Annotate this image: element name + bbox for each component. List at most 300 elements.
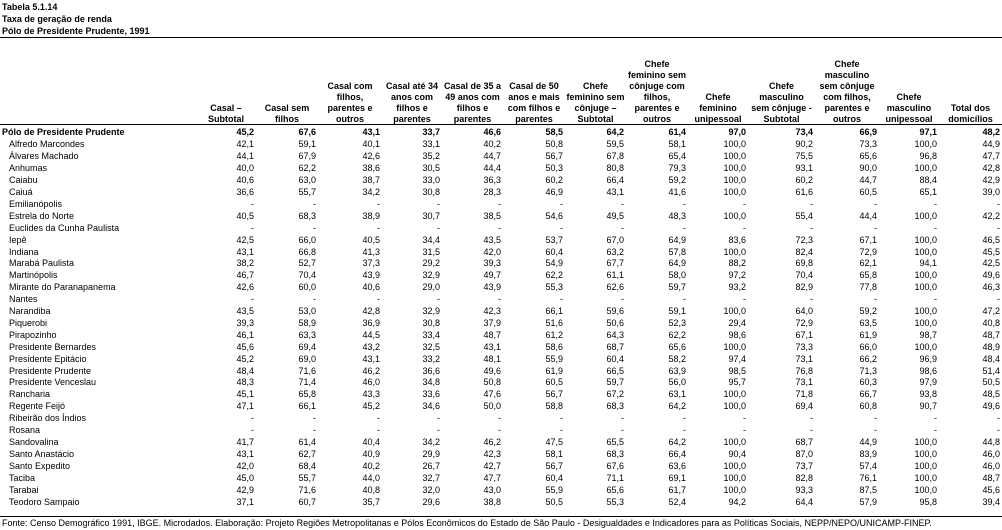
table-cell: 73,4	[795, 127, 813, 138]
table-cell: -	[810, 198, 813, 209]
table-cell: 35,2	[422, 151, 440, 162]
table-cell: -	[437, 222, 440, 233]
row-label: Alfredo Marcondes	[9, 139, 85, 150]
table-cell: 60,3	[859, 377, 877, 388]
table-cell: 47,2	[982, 306, 1000, 317]
table-cell: 40,1	[362, 139, 380, 150]
row-label: Taciba	[9, 472, 36, 483]
table-cell: 100,0	[723, 163, 746, 174]
table-cell: 93,1	[795, 163, 813, 174]
table-cell: 47,1	[236, 401, 254, 412]
table-cell: 44,7	[859, 175, 877, 186]
row-label: Marabá Paulista	[9, 258, 75, 269]
table-cell: 50,8	[483, 377, 501, 388]
table-cell: -	[997, 294, 1000, 305]
row-label: Estrela do Norte	[9, 210, 75, 221]
table-cell: 73,3	[795, 341, 813, 352]
table-cell: 68,4	[298, 460, 316, 471]
table-cell: 43,1	[362, 127, 380, 138]
header-cell-7: Chefe feminino sem cônjuge – Subtotal	[566, 81, 625, 124]
table-cell: 30,7	[422, 210, 440, 221]
table-cell: 68,3	[606, 401, 624, 412]
table-cell: 63,0	[298, 175, 316, 186]
table-cell: 29,0	[422, 282, 440, 293]
table-cell: 65,1	[919, 186, 937, 197]
table-cell: 29,4	[728, 317, 746, 328]
table-cell: 68,7	[795, 437, 813, 448]
table-cell: 67,6	[606, 460, 624, 471]
table-cell: 50,3	[545, 163, 563, 174]
table-cell: -	[810, 413, 813, 424]
table-cell: -	[997, 222, 1000, 233]
row-label: Emilianópolis	[9, 198, 63, 209]
table-cell: 39,4	[982, 496, 1000, 507]
table-cell: 60,0	[298, 282, 316, 293]
table-cell: -	[934, 425, 937, 436]
bottom-rule	[0, 516, 1002, 517]
table-cell: -	[997, 425, 1000, 436]
table-cell: 34,6	[422, 401, 440, 412]
row-label: Euclides da Cunha Paulista	[9, 222, 120, 233]
table-cell: 40,5	[362, 234, 380, 245]
table-cell: -	[683, 222, 686, 233]
table-cell: 39,3	[483, 258, 501, 269]
table-cell: 41,7	[236, 437, 254, 448]
table-cell: -	[621, 198, 624, 209]
table-cell: 71,6	[298, 365, 316, 376]
table-row	[0, 437, 1002, 449]
table-cell: 48,4	[236, 365, 254, 376]
table-cell: 50,0	[483, 401, 501, 412]
table-cell: 45,2	[362, 401, 380, 412]
table-cell: 70,4	[298, 270, 316, 281]
row-label: Caiabu	[9, 175, 38, 186]
table-row	[0, 139, 1002, 151]
table-cell: 30,5	[422, 163, 440, 174]
table-cell: 43,2	[362, 341, 380, 352]
table-cell: 41,6	[668, 186, 686, 197]
table-cell: 38,6	[362, 163, 380, 174]
table-cell: -	[874, 413, 877, 424]
table-cell: 100,0	[914, 472, 937, 483]
table-cell: 73,7	[795, 460, 813, 471]
table-cell: 71,1	[606, 472, 624, 483]
table-cell: 60,7	[298, 496, 316, 507]
row-label: Iepê	[9, 234, 27, 245]
table-cell: 94,2	[728, 496, 746, 507]
table-cell: -	[377, 294, 380, 305]
table-cell: 65,5	[606, 437, 624, 448]
table-cell: 46,1	[236, 329, 254, 340]
table-cell: 45,0	[236, 472, 254, 483]
table-cell: 69,4	[795, 401, 813, 412]
table-cell: 66,1	[298, 401, 316, 412]
table-cell: 46,3	[982, 282, 1000, 293]
table-cell: -	[437, 198, 440, 209]
table-cell: 75,5	[795, 151, 813, 162]
table-cell: 100,0	[723, 401, 746, 412]
table-cell: 51,6	[545, 317, 563, 328]
table-cell: 53,7	[545, 234, 563, 245]
table-cell: 62,2	[545, 270, 563, 281]
table-cell: 97,1	[919, 127, 937, 138]
table-cell: 100,0	[723, 460, 746, 471]
table-cell: 82,8	[795, 472, 813, 483]
table-cell: 61,9	[545, 365, 563, 376]
table-cell: 65,6	[606, 484, 624, 495]
table-cell: 48,7	[982, 329, 1000, 340]
header-cell-4: Casal até 34 anos com filhos e parentes	[385, 81, 439, 124]
table-cell: 58,8	[545, 401, 563, 412]
table-cell: 61,4	[668, 127, 686, 138]
table-cell: 100,0	[723, 246, 746, 257]
row-label: Presidente Prudente	[9, 365, 92, 376]
row-label: Sandovalina	[9, 437, 59, 448]
table-cell: 42,9	[982, 175, 1000, 186]
table-cell: 82,4	[795, 246, 813, 257]
table-cell: 51,4	[982, 365, 1000, 376]
table-cell: 29,6	[422, 496, 440, 507]
table-cell: -	[874, 294, 877, 305]
table-cell: -	[934, 294, 937, 305]
table-cell: 66,9	[859, 127, 877, 138]
table-cell: 50,6	[606, 317, 624, 328]
table-cell: -	[498, 413, 501, 424]
table-cell: 58,5	[545, 127, 563, 138]
table-cell: 55,4	[795, 210, 813, 221]
table-cell: 100,0	[914, 282, 937, 293]
table-cell: -	[313, 425, 316, 436]
table-cell: 90,7	[919, 401, 937, 412]
table-cell: -	[934, 413, 937, 424]
table-row	[0, 353, 1002, 365]
table-cell: 49,6	[982, 401, 1000, 412]
table-cell: 43,3	[362, 389, 380, 400]
table-cell: 65,6	[668, 341, 686, 352]
table-cell: -	[874, 425, 877, 436]
table-cell: -	[560, 222, 563, 233]
table-cell: 33,1	[422, 139, 440, 150]
table-cell: 100,0	[723, 306, 746, 317]
table-cell: 93,3	[795, 484, 813, 495]
table-cell: -	[498, 425, 501, 436]
table-cell: 44,9	[859, 437, 877, 448]
table-cell: 38,2	[236, 258, 254, 269]
table-cell: 93,8	[919, 389, 937, 400]
table-cell: -	[560, 198, 563, 209]
table-cell: 66,2	[859, 353, 877, 364]
table-cell: 53,0	[298, 306, 316, 317]
table-cell: -	[560, 413, 563, 424]
table-cell: -	[377, 413, 380, 424]
table-cell: 77,8	[859, 282, 877, 293]
table-cell: 63,5	[859, 317, 877, 328]
table-cell: 43,9	[362, 270, 380, 281]
table-cell: 40,8	[362, 484, 380, 495]
table-cell: 58,9	[298, 317, 316, 328]
table-cell: 30,8	[422, 317, 440, 328]
table-cell: 55,3	[606, 496, 624, 507]
table-cell: 60,5	[859, 186, 877, 197]
table-cell: 31,5	[422, 246, 440, 257]
table-row	[0, 127, 1002, 139]
table-cell: 43,5	[236, 306, 254, 317]
table-cell: 46,6	[483, 127, 501, 138]
table-cell: -	[743, 198, 746, 209]
table-cell: 45,6	[982, 484, 1000, 495]
table-cell: 100,0	[723, 484, 746, 495]
row-label: Nantes	[9, 294, 38, 305]
table-cell: 59,1	[668, 306, 686, 317]
table-cell: 67,7	[606, 258, 624, 269]
row-label: Presidente Bernardes	[9, 341, 97, 352]
table-row	[0, 175, 1002, 187]
table-row	[0, 294, 1002, 306]
table-cell: 42,2	[982, 210, 1000, 221]
table-cell: 88,4	[919, 175, 937, 186]
table-cell: 47,7	[982, 151, 1000, 162]
table-cell: 50,5	[982, 377, 1000, 388]
table-cell: 48,5	[982, 389, 1000, 400]
table-cell: -	[313, 198, 316, 209]
table-cell: 67,0	[606, 234, 624, 245]
table-cell: 100,0	[914, 448, 937, 459]
table-cell: 69,4	[298, 341, 316, 352]
table-cell: 32,9	[422, 306, 440, 317]
table-cell: 49,6	[483, 365, 501, 376]
row-label: Narandiba	[9, 306, 51, 317]
table-cell: 44,5	[362, 329, 380, 340]
table-cell: 34,8	[422, 377, 440, 388]
table-cell: 66,5	[606, 365, 624, 376]
table-row	[0, 318, 1002, 330]
table-cell: 100,0	[723, 437, 746, 448]
row-label: Ribeirão dos Índios	[9, 413, 87, 424]
table-cell: 94,1	[919, 258, 937, 269]
table-row	[0, 401, 1002, 413]
table-row	[0, 496, 1002, 508]
table-cell: 48,9	[982, 341, 1000, 352]
table-cell: 73,1	[795, 353, 813, 364]
table-cell: 57,9	[859, 496, 877, 507]
table-cell: 60,2	[545, 175, 563, 186]
table-cell: 45,5	[982, 246, 1000, 257]
table-cell: 61,7	[668, 484, 686, 495]
table-cell: -	[251, 425, 254, 436]
row-label: Piquerobi	[9, 317, 48, 328]
table-cell: 100,0	[914, 270, 937, 281]
row-label: Indiana	[9, 246, 39, 257]
table-cell: 82,9	[795, 282, 813, 293]
table-cell: 38,5	[483, 210, 501, 221]
table-cell: -	[377, 425, 380, 436]
header-cell-name	[0, 52, 196, 127]
table-cell: 40,0	[236, 163, 254, 174]
row-label: Tarabai	[9, 484, 39, 495]
table-cell: 66,4	[668, 448, 686, 459]
table-cell: 60,8	[859, 401, 877, 412]
table-cell: 70,4	[795, 270, 813, 281]
table-cell: 100,0	[914, 341, 937, 352]
table-cell: 49,7	[483, 270, 501, 281]
table-cell: 100,0	[914, 163, 937, 174]
table-cell: 58,0	[668, 270, 686, 281]
table-cell: 46,0	[982, 448, 1000, 459]
table-cell: 36,6	[236, 186, 254, 197]
table-cell: 79,3	[668, 163, 686, 174]
table-cell: 65,8	[859, 270, 877, 281]
table-cell: 83,9	[859, 448, 877, 459]
table-cell: -	[874, 222, 877, 233]
table-row	[0, 270, 1002, 282]
table-cell: 41,3	[362, 246, 380, 257]
table-cell: 48,1	[483, 353, 501, 364]
table-cell: 64,2	[606, 127, 624, 138]
table-cell: 33,2	[422, 353, 440, 364]
table-cell: 43,9	[483, 282, 501, 293]
table-cell: 64,0	[795, 306, 813, 317]
table-cell: 100,0	[723, 341, 746, 352]
table-cell: 90,4	[728, 448, 746, 459]
table-cell: 48,7	[982, 472, 1000, 483]
table-row	[0, 163, 1002, 175]
table-cell: 56,7	[545, 460, 563, 471]
table-cell: 66,7	[859, 389, 877, 400]
table-cell: 100,0	[914, 484, 937, 495]
table-cell: 43,1	[236, 448, 254, 459]
table-cell: 46,2	[362, 365, 380, 376]
table-cell: 40,2	[483, 139, 501, 150]
table-cell: 36,3	[483, 175, 501, 186]
table-cell: 43,1	[606, 186, 624, 197]
row-label: Pirapozinho	[9, 329, 57, 340]
row-label: Caiuá	[9, 186, 33, 197]
table-cell: 28,3	[483, 186, 501, 197]
table-cell: 34,2	[422, 437, 440, 448]
source-footnote: Fonte: Censo Demográfico 1991, IBGE. Microdados. Elaboração: Projeto Regiões Metropolitanas e Pólos Econômicos do Estado de São Paulo - Desigualdades e Indicadores para as Políticas Sociais, NEPP/NEPO/UNICAMP-FINEP.	[2, 518, 932, 528]
table-cell: 40,6	[362, 282, 380, 293]
table-cell: 45,1	[236, 389, 254, 400]
table-cell: 43,5	[483, 234, 501, 245]
table-cell: 63,1	[668, 389, 686, 400]
table-cell: 42,0	[483, 246, 501, 257]
table-cell: 55,9	[545, 353, 563, 364]
table-cell: 69,1	[668, 472, 686, 483]
table-cell: 83,6	[728, 234, 746, 245]
table-cell: 42,8	[982, 163, 1000, 174]
table-cell: 100,0	[914, 139, 937, 150]
table-cell: 49,6	[982, 270, 1000, 281]
table-cell: 67,2	[606, 389, 624, 400]
table-cell: 73,3	[859, 139, 877, 150]
row-label: Regente Feijó	[9, 401, 66, 412]
table-cell: 29,9	[422, 448, 440, 459]
row-label: Rosana	[9, 425, 41, 436]
table-cell: 59,6	[606, 306, 624, 317]
table-cell: -	[498, 198, 501, 209]
table-cell: 64,2	[668, 401, 686, 412]
table-cell: 55,3	[545, 282, 563, 293]
table-cell: 63,6	[668, 460, 686, 471]
header-cell-11: Chefe masculino sem cônjuge com filhos, parentes e outros	[819, 59, 875, 124]
table-cell: 48,3	[668, 210, 686, 221]
table-cell: 97,0	[728, 127, 746, 138]
table-body	[0, 127, 1002, 508]
table-cell: 47,5	[545, 437, 563, 448]
table-cell: 44,7	[483, 151, 501, 162]
table-cell: 71,8	[795, 389, 813, 400]
table-row	[0, 234, 1002, 246]
table-cell: 26,7	[422, 460, 440, 471]
table-cell: 37,1	[236, 496, 254, 507]
table-cell: 72,9	[795, 317, 813, 328]
table-cell: 44,4	[483, 163, 501, 174]
row-label: Rancharia	[9, 389, 51, 400]
table-cell: -	[251, 413, 254, 424]
table-cell: 100,0	[723, 175, 746, 186]
table-cell: 58,1	[545, 448, 563, 459]
row-label: Teodoro Sampaio	[9, 496, 80, 507]
table-cell: 57,4	[859, 460, 877, 471]
table-cell: -	[743, 294, 746, 305]
table-row	[0, 258, 1002, 270]
table-cell: 46,9	[545, 186, 563, 197]
row-label: Anhumas	[9, 163, 48, 174]
table-cell: 55,7	[298, 186, 316, 197]
table-cell: 100,0	[723, 186, 746, 197]
table-cell: 49,5	[606, 210, 624, 221]
table-cell: 40,6	[236, 175, 254, 186]
table-cell: 97,4	[728, 353, 746, 364]
table-cell: 45,6	[236, 341, 254, 352]
table-cell: 80,8	[606, 163, 624, 174]
table-cell: 59,7	[606, 377, 624, 388]
table-cell: 65,6	[859, 151, 877, 162]
table-cell: 60,4	[545, 472, 563, 483]
table-cell: 33,6	[422, 389, 440, 400]
table-cell: 58,1	[668, 139, 686, 150]
table-cell: 100,0	[914, 460, 937, 471]
header-cell-6: Casal de 50 anos e mais com filhos e parentes	[507, 81, 561, 124]
table-cell: 48,4	[982, 353, 1000, 364]
table-row	[0, 282, 1002, 294]
table-cell: 72,3	[795, 234, 813, 245]
table-cell: 95,8	[919, 496, 937, 507]
table-cell: 68,7	[606, 341, 624, 352]
table-cell: -	[313, 222, 316, 233]
table-cell: 59,1	[298, 139, 316, 150]
table-row	[0, 187, 1002, 199]
row-label: Pólo de Presidente Prudente	[2, 127, 125, 138]
table-cell: 90,0	[859, 163, 877, 174]
table-cell: 50,8	[545, 139, 563, 150]
table-cell: 76,1	[859, 472, 877, 483]
table-cell: 52,3	[668, 317, 686, 328]
table-cell: 42,9	[236, 484, 254, 495]
table-cell: 42,3	[483, 306, 501, 317]
table-cell: 54,9	[545, 258, 563, 269]
table-cell: 60,2	[795, 175, 813, 186]
table-cell: -	[683, 294, 686, 305]
table-cell: 96,8	[919, 151, 937, 162]
table-cell: 43,1	[236, 246, 254, 257]
table-cell: 64,9	[668, 234, 686, 245]
table-cell: 68,3	[298, 210, 316, 221]
table-cell: 33,7	[422, 127, 440, 138]
table-row	[0, 246, 1002, 258]
table-cell: -	[810, 425, 813, 436]
table-cell: 43,1	[483, 341, 501, 352]
